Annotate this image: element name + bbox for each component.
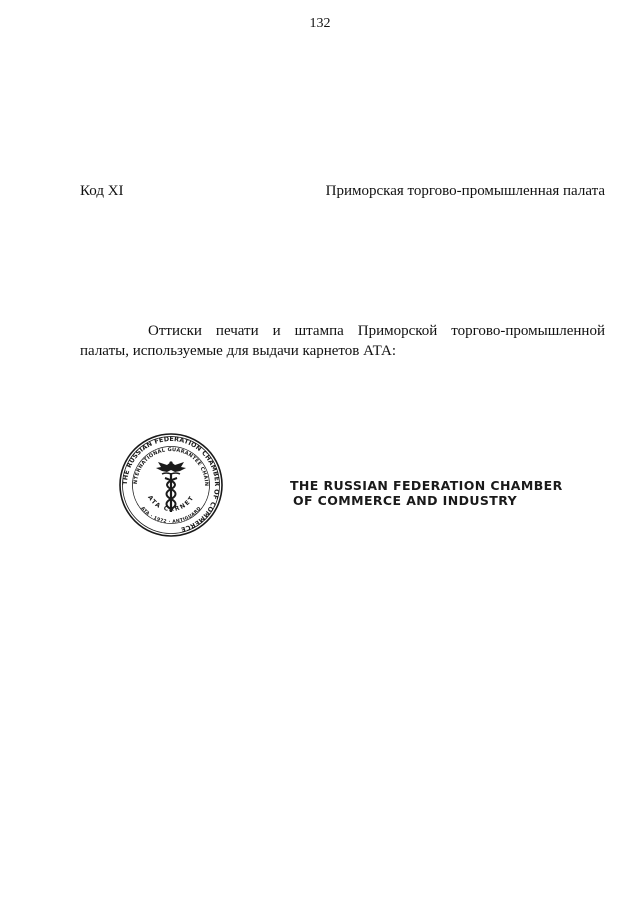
seal-center-text: ATA CARNET xyxy=(146,494,196,514)
seal-inner-text: NTERNATIONAL GUARANTEE CHAIN xyxy=(132,446,210,487)
page-number: 132 xyxy=(309,16,331,31)
stamp-line-2: OF COMMERCE AND INDUSTRY xyxy=(292,493,518,508)
seal-outer-text: THE RUSSIAN FEDERATION CHAMBER OF COMMERCE xyxy=(120,434,222,534)
organization-name: Приморская торгово-промышленная палата xyxy=(325,183,605,199)
eagle-icon xyxy=(156,461,186,472)
stamp-text-block xyxy=(290,478,563,508)
seal-emblem xyxy=(118,432,224,538)
stamp-line-1: THE RUSSIAN FEDERATION CHAMBER xyxy=(290,478,563,493)
code-label: Код XI xyxy=(80,183,124,199)
seal-bottom-text: ATA · 1972 · ANTIGUARD xyxy=(139,506,203,526)
body-paragraph: Оттиски печати и штампа Приморской торгово-промышленной палаты, используемые для выдачи карнетов АТА: xyxy=(80,323,605,359)
